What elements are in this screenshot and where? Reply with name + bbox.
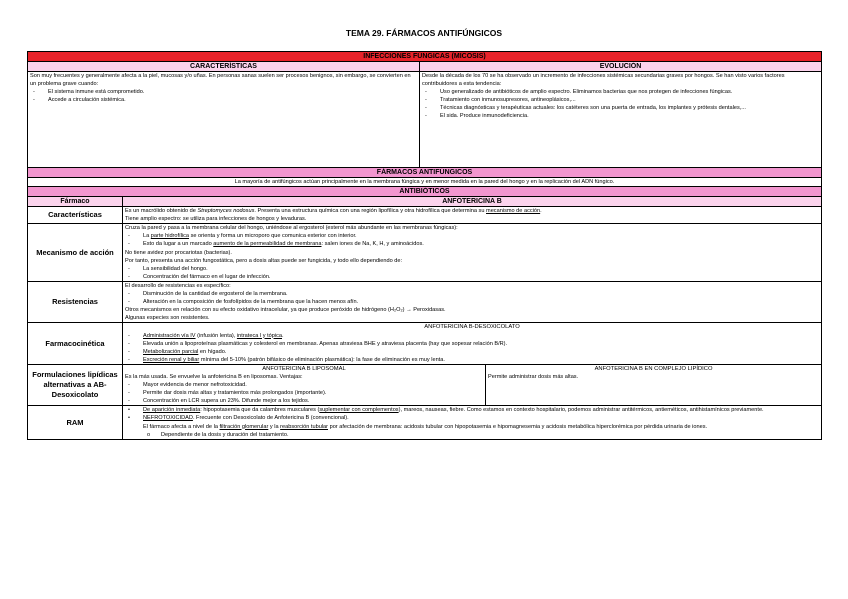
row-label-ram: RAM: [28, 406, 123, 439]
list-item: - Accede a circulación sistémica.: [30, 96, 417, 104]
complejo-content: [486, 364, 822, 405]
mecanismo-line: Por tanto, presenta una acción fungostática, pero a dosis altas puede ser fungicida, y todo ello dependiendo de:: [125, 257, 403, 264]
farmacos-intro: La mayoría de antifúngicos actúan principalmente en la membrana fúngica y en menor medida en la pared del hongo y en la replicación del ADN fúngico.: [28, 178, 822, 187]
list-item: - Concentración del fármaco en el lugar de infección.: [125, 273, 819, 281]
mecanismo-content: [123, 224, 822, 282]
evolucion-cell: [420, 72, 822, 168]
caracteristicas-text: Son muy frecuentes y generalmente afecta a la piel, mucosas y/o uñas. En personas sanas suelen ser procesos benignos, sin embargo, se convierten en un problema grave cuando:: [30, 73, 411, 88]
row-label-formulaciones: Formulaciones lipídicas alternativas a AB-Desoxicolato: [28, 364, 123, 405]
caracteristicas-cell: [28, 72, 420, 168]
row-label-resistencias: Resistencias: [28, 281, 123, 322]
list-item: - Esto da lugar a un marcado aumento de la permeabilidad de membrana: salen iones de Na, K, H, y aminoácidos.: [125, 240, 819, 248]
mecanismo-line: Cruza la pared y pasa a la membrana celular del hongo, uniéndose al ergosterol (esterol más abundante en las membranas fúngicas):: [125, 225, 458, 232]
list-item: - Excreción renal y biliar mínima del 5-10% (patrón bifásico de eliminación plasmática): la fase de eliminación es muy lenta.: [125, 356, 819, 364]
caracteristicas-line: Tiene amplio espectro: se utiliza para infecciones de hongos y levaduras.: [125, 216, 307, 223]
ram-content: [123, 406, 822, 439]
list-item: - El sida. Produce inmunodeficiencia.: [422, 112, 819, 120]
list-item: - Uso generalizado de antibióticos de amplio espectro. Eliminamos bacterias que nos protegen de infecciones fúngicas.: [422, 88, 819, 96]
farmaco-name: ANFOTERICINA B: [123, 197, 822, 207]
evolucion-header: EVOLUCIÓN: [420, 62, 822, 72]
row-label-mecanismo: Mecanismo de acción: [28, 224, 123, 282]
list-item: - Tratamiento con inmunosupresores, antineoplásicos,...: [422, 96, 819, 104]
farmaco-label: Fármaco: [28, 197, 123, 207]
list-item: - Alteración en la composición de fosfolípidos de la membrana que la hacen menos afín.: [125, 298, 819, 306]
resistencias-line: El desarrollo de resistencias es específico:: [125, 282, 231, 289]
caracteristicas-header: CARACTERÍSTICAS: [28, 62, 420, 72]
liposomal-text: Es la más usada. Se envuelve la anfotericina B en liposomas. Ventajas:: [125, 373, 303, 380]
list-item: - Técnicas diagnósticas y terapéuticas actuales: los catéteres son una puerta de entrada, los implantes y prótesis dentales,...: [422, 104, 819, 112]
row-label-farmacocinetica: Farmacocinética: [28, 323, 123, 364]
evolucion-text: Desde la década de los 70 se ha observado un incremento de infecciones sistémicas secundarias graves por hongos. Se han visto varios factores contribuidores a esta tendencia:: [422, 73, 785, 88]
caracteristicas-line: Es un macrólido obtenido de Streptomyces nodosus. Presenta una estructura química con una región lipofílica y otra hidrofílica que determina su mecanismo de acción.: [125, 208, 542, 215]
antifungal-table: [27, 51, 822, 440]
list-item: - El sistema inmune está comprometido.: [30, 88, 417, 96]
list-item: - Concentración en LCR supera un 23%. Difunde mejor a los tejidos.: [125, 397, 483, 405]
antibioticos-bar: ANTIBIÓTICOS: [28, 187, 822, 197]
list-item: o Dependiente de la dosis y duración del tratamiento.: [125, 431, 819, 439]
list-item: - Elevada unión a lipoproteínas plasmáticas y colesterol en membranas. Apenas atraviesa BHE y atraviesa placenta (hay que sopesar relación B/R).: [125, 340, 819, 348]
resistencias-line: Otros mecanismos en relación con su efecto oxidativo intracelular, ya que produce peróxido de hidrógeno (H₂O₂) → Peroxidasas.: [125, 307, 446, 314]
complejo-text: Permite administrar dosis más altas.: [488, 373, 579, 380]
resistencias-content: [123, 281, 822, 322]
list-item: - La sensibilidad del hongo.: [125, 265, 819, 273]
list-item: - Disminución de la cantidad de ergosterol de la membrana.: [125, 290, 819, 298]
list-item: • De aparición inmediata: hipopotasemia que da calambres musculares (suplementar con complementos), mareos, nauseas, fiebre. Como estamos en contexto hospitalario, podemos administrar antitérmicos, antieméticos, antihistamínicos previamente.: [125, 406, 819, 414]
mecanismo-line: No tiene avidez por procariotas (bacterias).: [125, 249, 232, 256]
list-item: • NEFROTOXICIDAD. Frecuente con Desoxicolato de Anfotericina B (convencional).: [125, 414, 819, 422]
list-item: - Mayor evidencia de menor nefrotoxicidad.: [125, 381, 483, 389]
liposomal-content: [123, 364, 486, 405]
row-label-caracteristicas: Características: [28, 207, 123, 224]
list-item: - La parte hidrofílica se orienta y forma un microporo que comunica exterior con interior.: [125, 232, 819, 240]
list-item: - Permite dar dosis más altas y tratamientos más prolongados (importante).: [125, 389, 483, 397]
farmacos-bar: FÁRMACOS ANTIFÚNGICOS: [28, 168, 822, 178]
infecciones-bar: INFECCIONES FÚNGICAS (MICOSIS): [28, 52, 822, 62]
resistencias-line: Algunas especies son resistentes.: [125, 315, 210, 322]
ram-paragraph: El fármaco afecta a nivel de la filtración glomerular y la reabsorción tubular por afectación de membrana: acidosis tubular con hipopotasemia e hipomagnesemia y acidosis metabólica hiperclorémica por pérdida urinaria de iones.: [143, 423, 708, 430]
farmacocinetica-content: [123, 323, 822, 364]
desoxicolato-header: ANFOTERICINA B-DESOXICOLATO: [424, 324, 520, 331]
page-title: TEMA 29. FÁRMACOS ANTIFÚNGICOS: [345, 28, 503, 38]
list-item: - Administración vía IV (infusión lenta), intrateca l y tópica.: [125, 332, 819, 340]
complejo-header: ANFOTERICINA B EN COMPLEJO LIPÍDICO: [594, 365, 713, 372]
liposomal-header: ANFOTERICINA B LIPOSOMAL: [262, 365, 346, 372]
caracteristicas-content: [123, 207, 822, 224]
list-item: - Metabolización parcial en hígado.: [125, 348, 819, 356]
